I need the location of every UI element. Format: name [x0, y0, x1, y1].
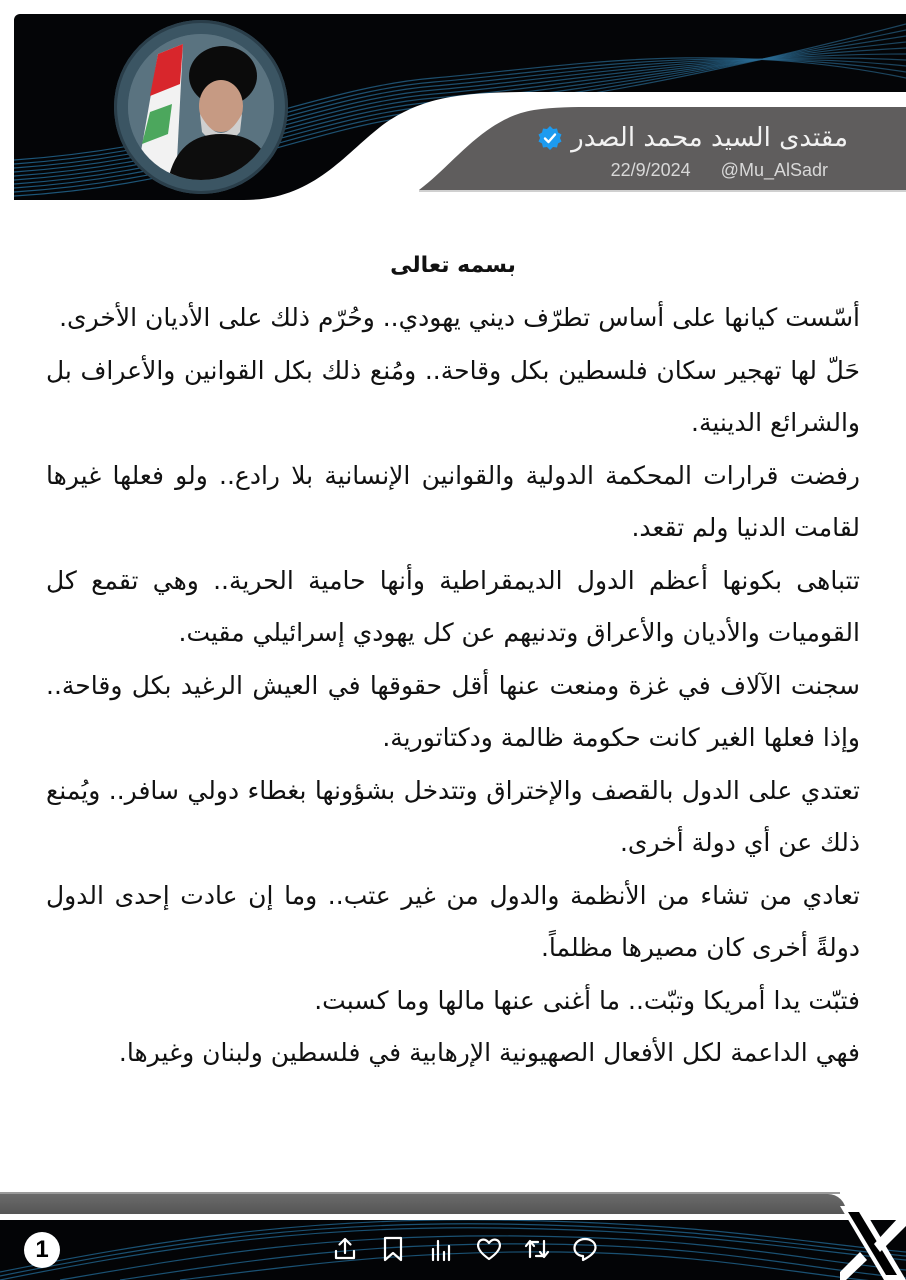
verified-badge-icon — [537, 125, 563, 151]
heart-icon — [475, 1235, 503, 1263]
post-date: 22/9/2024 — [610, 160, 691, 180]
post-header — [14, 14, 906, 200]
paragraph: فهي الداعمة لكل الأفعال الصهيونية الإرهابية في فلسطين ولبنان وغيرها. — [118, 1038, 860, 1067]
paragraph: أسّست كيانها على أساس تطرّف ديني يهودي.. وحُرّم ذلك على الأديان الأخرى. — [59, 303, 860, 332]
reply-button[interactable] — [570, 1234, 600, 1264]
action-bar — [330, 1234, 600, 1264]
share-button[interactable] — [330, 1234, 360, 1264]
paragraph: تعادي من تشاء من الأنظمة والدول من غير عتب.. وما إن عادت إحدى الدول دولةً أخرى كان مصيرها مظلماً. — [46, 880, 860, 962]
views-button[interactable] — [426, 1234, 456, 1264]
bookmark-icon — [379, 1235, 407, 1263]
user-handle[interactable]: @Mu_AlSadr — [720, 160, 828, 180]
post-footer — [0, 1220, 906, 1280]
repost-button[interactable] — [522, 1234, 552, 1264]
post-title: بسمه تعالى — [390, 253, 516, 278]
paragraph: رفضت قرارات المحكمة الدولية والقوانين الإنسانية بلا رادع.. ولو فعلها غيرها لقامت الدنيا ولم تقعد. — [46, 460, 860, 542]
bookmark-button[interactable] — [378, 1234, 408, 1264]
paragraph: تتباهى بكونها أعظم الدول الديمقراطية وأنها حامية الحرية.. وهي تقمع كل القوميات والأديان والأعراق وتدنيهم عن كل يهودي إسرائيلي مقيت. — [46, 565, 860, 647]
name-row — [537, 120, 848, 156]
paragraph: سجنت الآلاف في غزة ومنعت عنها أقل حقوقها في العيش الرغيد بكل وقاحة.. وإذا فعلها الغير كانت حكومة ظالمة ودكتاتورية. — [46, 670, 860, 752]
share-icon — [331, 1235, 359, 1263]
paragraph: تعتدي على الدول بالقصف والإختراق وتتدخل بشؤونها بغطاء دولي سافر.. ويُمنع ذلك عن أي دولة أخرى. — [46, 775, 860, 857]
avatar[interactable] — [128, 34, 274, 180]
comment-icon — [571, 1235, 599, 1263]
profile-photo-icon — [128, 34, 274, 180]
meta-row — [611, 160, 828, 181]
repost-icon — [523, 1235, 551, 1263]
paragraph: حَلّ لها تهجير سكان فلسطين بكل وقاحة.. ومُنع ذلك بكل القوانين والأعراف بل والشرائع الدينية. — [46, 355, 860, 437]
display-name[interactable]: مقتدى السيد محمد الصدر — [571, 123, 848, 153]
page-number-badge: 1 — [24, 1232, 60, 1268]
x-logo-icon — [840, 1196, 906, 1280]
paragraph: فتبّت يدا أمريكا وتبّت.. ما أغنى عنها مالها وما كسبت. — [314, 985, 860, 1015]
like-button[interactable] — [474, 1234, 504, 1264]
post-body — [46, 240, 860, 1080]
bar-chart-icon — [427, 1235, 455, 1263]
footer-gray-band — [0, 1194, 846, 1214]
